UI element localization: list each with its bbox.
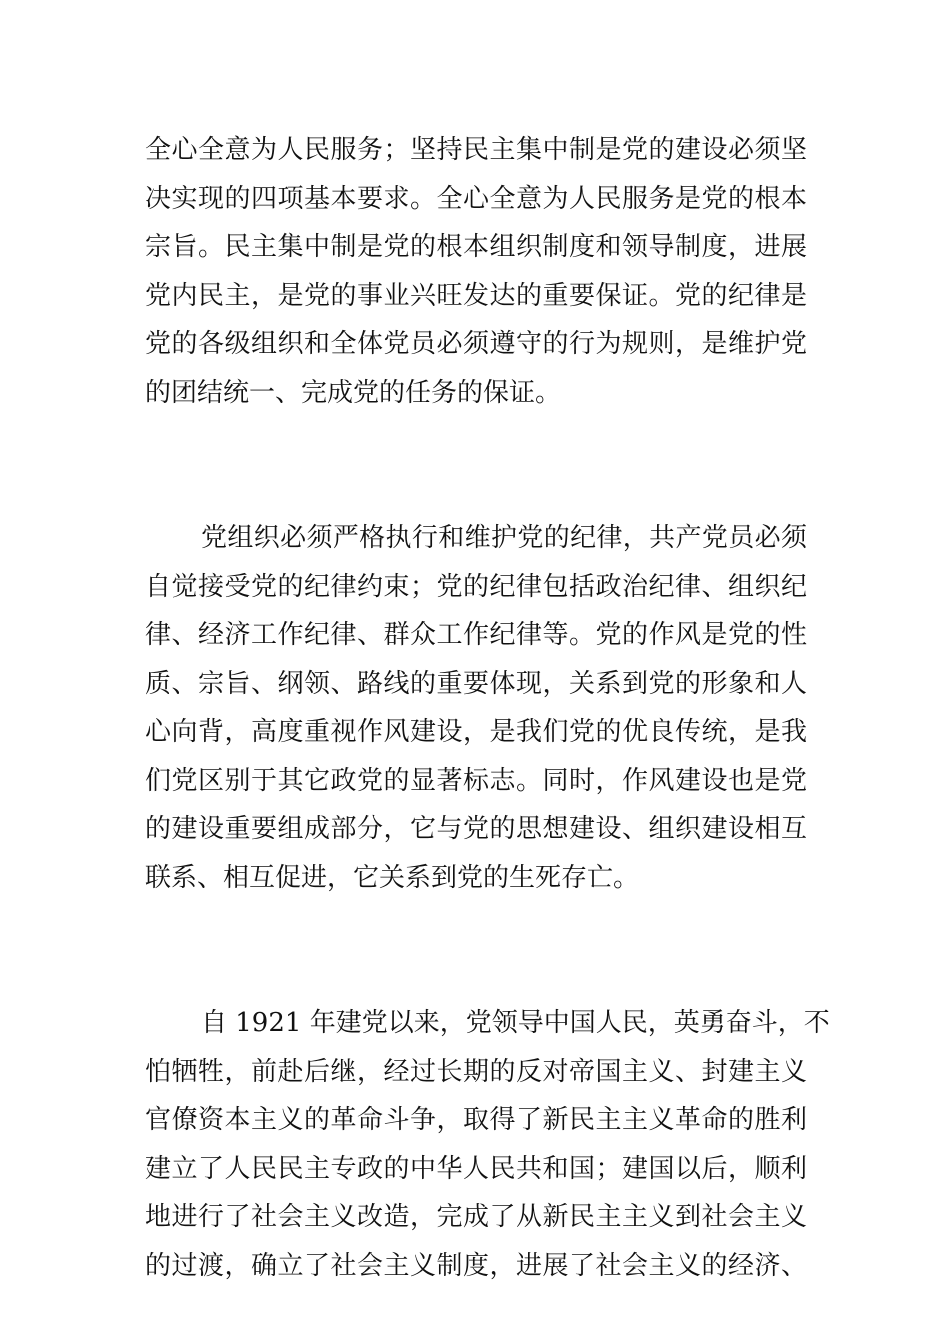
paragraph-spacer: [145, 417, 807, 514]
document-page: [145, 126, 830, 1290]
text-line: 的过渡，确立了社会主义制度，进展了社会主义的经济、: [145, 1250, 807, 1281]
text-line: 的建设重要组成部分，它与党的思想建设、组织建设相互: [145, 814, 807, 844]
text-line: 自 1921 年建党以来，党领导中国人民，英勇奋斗，不: [201, 1008, 830, 1038]
text-line: 地进行了社会主义改造，完成了从新民主主义到社会主义: [145, 1202, 807, 1232]
text-line: 官僚资本主义的革命斗争，取得了新民主主义革命的胜利: [145, 1105, 807, 1135]
paragraph-2: [145, 514, 807, 902]
text-line: 党组织必须严格执行和维护党的纪律，共产党员必须: [201, 523, 807, 553]
text-line: 党内民主，是党的事业兴旺发达的重要保证。党的纪律是: [145, 280, 807, 311]
paragraph-spacer: [145, 902, 807, 999]
paragraph-1: [145, 126, 807, 417]
paragraph-3: [145, 999, 830, 1290]
text-line: 自觉接受党的纪律约束；党的纪律包括政治纪律、组织纪: [145, 571, 807, 602]
text-line: 质、宗旨、纲领、路线的重要体现，关系到党的形象和人: [145, 668, 807, 699]
text-line: 怕牺牲，前赴后继，经过长期的反对帝国主义、封建主义: [145, 1056, 807, 1087]
text-line: 联系、相互促进，它关系到党的生死存亡。: [145, 862, 640, 893]
text-line: 全心全意为人民服务；坚持民主集中制是党的建设必须坚: [145, 135, 807, 165]
text-line: 建立了人民民主专政的中华人民共和国；建国以后，顺利: [145, 1153, 807, 1184]
text-line: 党的各级组织和全体党员必须遵守的行为规则，是维护党: [145, 329, 807, 359]
text-line: 们党区别于其它政党的显著标志。同时，作风建设也是党: [145, 765, 807, 796]
text-line: 的团结统一、完成党的任务的保证。: [145, 377, 562, 408]
text-line: 宗旨。民主集中制是党的根本组织制度和领导制度，进展: [145, 232, 807, 262]
text-line: 律、经济工作纪律、群众工作纪律等。党的作风是党的性: [145, 620, 807, 650]
text-line: 心向背，高度重视作风建设，是我们党的优良传统，是我: [145, 717, 807, 747]
text-line: 决实现的四项基本要求。全心全意为人民服务是党的根本: [145, 183, 807, 214]
